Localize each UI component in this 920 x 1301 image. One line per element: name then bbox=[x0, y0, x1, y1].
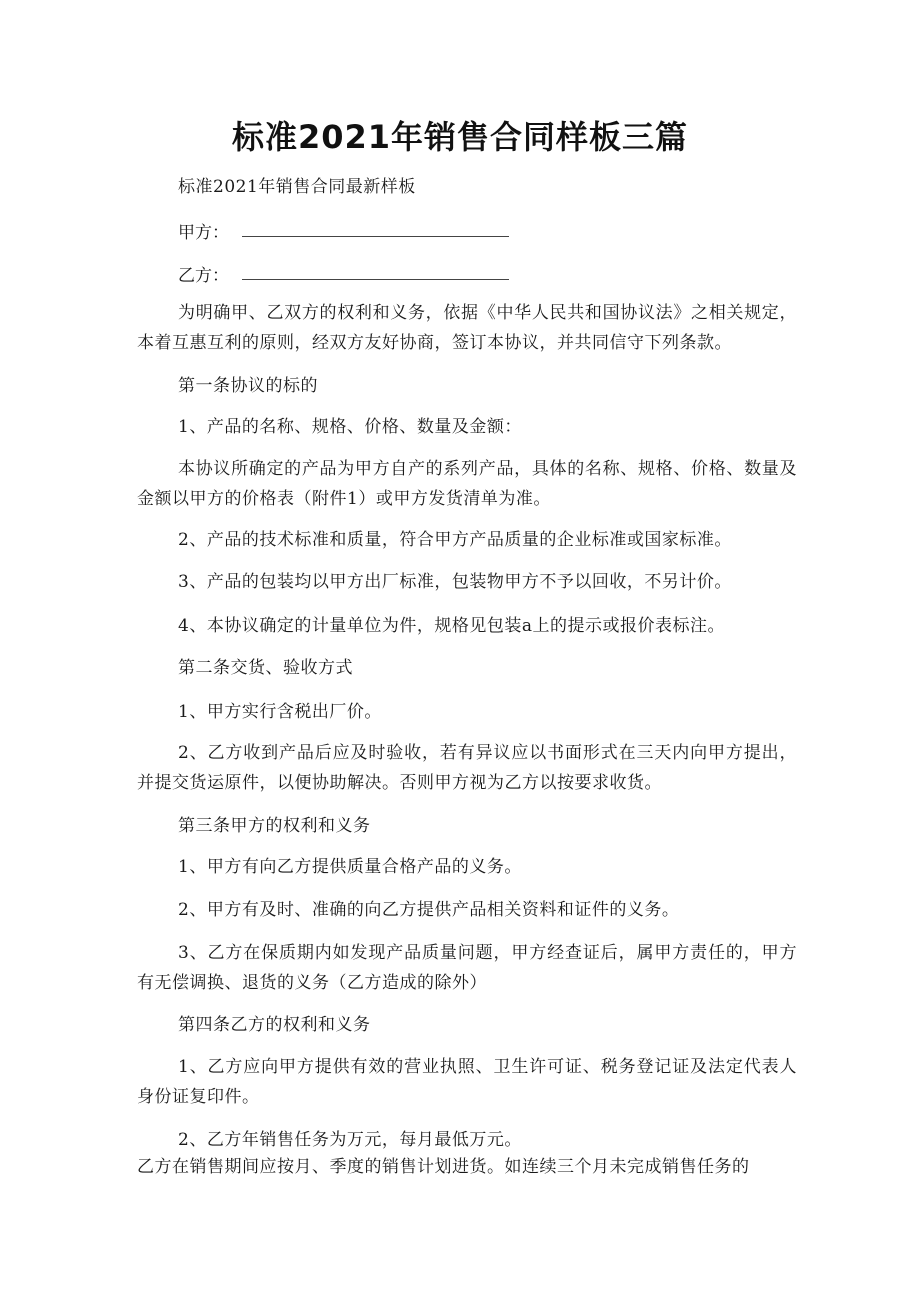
paragraph: 乙方在销售期间应按月、季度的销售计划进货。如连续三个月未完成销售任务的 bbox=[137, 1157, 750, 1177]
article-heading-3: 第三条甲方的权利和义务 bbox=[178, 816, 371, 836]
article-heading-4: 第四条乙方的权利和义务 bbox=[178, 1015, 371, 1035]
paragraph: 1、乙方应向甲方提供有效的营业执照、卫生许可证、税务登记证及法定代表人身份证复印件。 bbox=[137, 1057, 797, 1107]
party-a-blank-line bbox=[242, 236, 509, 237]
paragraph: 2、乙方收到产品后应及时验收，若有异议应以书面形式在三天内向甲方提出，并提交货运原件，以便协助解决。否则甲方视为乙方以按要求收货。 bbox=[137, 743, 797, 793]
article-heading-1: 第一条协议的标的 bbox=[178, 376, 318, 396]
document-title: 标准2021年销售合同样板三篇 bbox=[231, 118, 689, 156]
paragraph: 本协议所确定的产品为甲方自产的系列产品，具体的名称、规格、价格、数量及金额以甲方的价格表（附件1）或甲方发货清单为准。 bbox=[137, 459, 797, 509]
paragraph: 2、产品的技术标准和质量，符合甲方产品质量的企业标准或国家标准。 bbox=[178, 530, 732, 550]
paragraph: 4、本协议确定的计量单位为件，规格见包装a上的提示或报价表标注。 bbox=[178, 616, 725, 636]
paragraph: 1、甲方有向乙方提供质量合格产品的义务。 bbox=[178, 857, 522, 877]
paragraph: 1、产品的名称、规格、价格、数量及金额： bbox=[178, 417, 522, 437]
paragraph: 2、甲方有及时、准确的向乙方提供产品相关资料和证件的义务。 bbox=[178, 900, 680, 920]
paragraph: 1、甲方实行含税出厂价。 bbox=[178, 702, 382, 722]
paragraph: 3、乙方在保质期内如发现产品质量问题，甲方经查证后，属甲方责任的，甲方有无偿调换、退货的义务（乙方造成的除外） bbox=[137, 943, 797, 993]
paragraph: 3、产品的包装均以甲方出厂标准，包装物甲方不予以回收，不另计价。 bbox=[178, 572, 732, 592]
party-a-label: 甲方： bbox=[178, 223, 229, 243]
party-b-blank-line bbox=[242, 279, 509, 280]
paragraph-intro: 为明确甲、乙双方的权利和义务，依据《中华人民共和国协议法》之相关规定，本着互惠互利的原则，经双方友好协商，签订本协议，并共同信守下列条款。 bbox=[137, 303, 797, 353]
party-b-label: 乙方： bbox=[178, 266, 229, 286]
document-subtitle: 标准2021年销售合同最新样板 bbox=[178, 177, 416, 197]
article-heading-2: 第二条交货、验收方式 bbox=[178, 658, 353, 678]
paragraph: 2、乙方年销售任务为万元，每月最低万元。 bbox=[178, 1130, 522, 1150]
